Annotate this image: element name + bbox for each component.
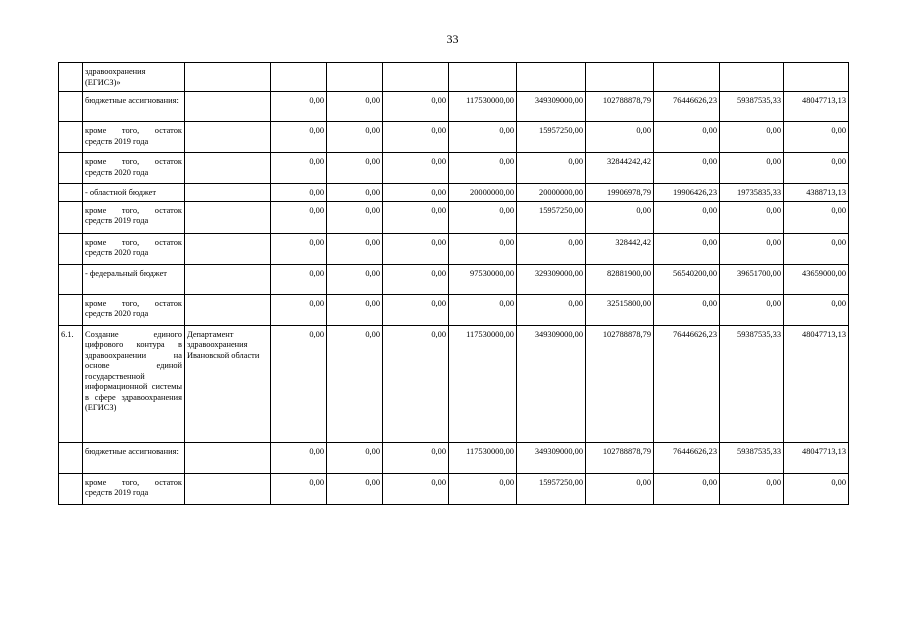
value-cell: 0,00 [586, 122, 654, 153]
table-row [59, 294, 849, 325]
value-cell: 0,00 [449, 201, 517, 233]
value-cell: 56540200,00 [654, 264, 720, 294]
budget-table [58, 62, 849, 505]
value-cell: 59387535,33 [720, 92, 784, 122]
value-cell: 0,00 [271, 325, 327, 442]
value-cell: 15957250,00 [517, 122, 586, 153]
table-row [59, 153, 849, 184]
value-cell: 0,00 [327, 442, 383, 473]
value-cell: 0,00 [327, 153, 383, 184]
row-index [59, 264, 83, 294]
value-cell: 15957250,00 [517, 201, 586, 233]
value-cell: 0,00 [517, 294, 586, 325]
value-cell: 0,00 [784, 201, 849, 233]
value-cell: 0,00 [449, 153, 517, 184]
value-cell [586, 63, 654, 92]
value-cell: 0,00 [784, 473, 849, 504]
value-cell: 97530000,00 [449, 264, 517, 294]
value-cell: 0,00 [327, 325, 383, 442]
value-cell: 0,00 [784, 153, 849, 184]
value-cell: 19906426,23 [654, 184, 720, 202]
row-index [59, 233, 83, 264]
value-cell: 20000000,00 [517, 184, 586, 202]
value-cell: 349309000,00 [517, 442, 586, 473]
value-cell: 15957250,00 [517, 473, 586, 504]
value-cell: 0,00 [271, 184, 327, 202]
row-description: - областной бюджет [83, 184, 185, 202]
row-index [59, 294, 83, 325]
row-index: 6.1. [59, 325, 83, 442]
row-description: кроме того, остаток средств 2019 года [83, 201, 185, 233]
table-row [59, 92, 849, 122]
value-cell: 20000000,00 [449, 184, 517, 202]
row-description: бюджетные ассигнования: [83, 92, 185, 122]
value-cell: 0,00 [517, 153, 586, 184]
value-cell: 117530000,00 [449, 92, 517, 122]
value-cell: 19735835,33 [720, 184, 784, 202]
value-cell: 0,00 [271, 92, 327, 122]
row-executor [185, 63, 271, 92]
row-description: кроме того, остаток средств 2019 года [83, 122, 185, 153]
value-cell: 32515800,00 [586, 294, 654, 325]
value-cell: 0,00 [383, 442, 449, 473]
value-cell: 329309000,00 [517, 264, 586, 294]
row-description: кроме того, остаток средств 2019 года [83, 473, 185, 504]
table-row [59, 184, 849, 202]
value-cell: 0,00 [271, 473, 327, 504]
table-row [59, 264, 849, 294]
value-cell [449, 63, 517, 92]
value-cell: 0,00 [586, 473, 654, 504]
value-cell: 0,00 [449, 233, 517, 264]
row-executor [185, 233, 271, 264]
table-row [59, 473, 849, 504]
value-cell: 0,00 [271, 201, 327, 233]
row-executor [185, 92, 271, 122]
value-cell: 48047713,13 [784, 92, 849, 122]
value-cell: 0,00 [383, 184, 449, 202]
value-cell: 48047713,13 [784, 442, 849, 473]
value-cell: 0,00 [271, 294, 327, 325]
value-cell: 0,00 [517, 233, 586, 264]
value-cell: 0,00 [327, 184, 383, 202]
value-cell [271, 63, 327, 92]
row-index [59, 153, 83, 184]
value-cell: 0,00 [784, 122, 849, 153]
value-cell: 59387535,33 [720, 442, 784, 473]
table-row [59, 122, 849, 153]
value-cell: 0,00 [383, 201, 449, 233]
value-cell [784, 63, 849, 92]
page-number: 33 [446, 32, 459, 46]
value-cell: 349309000,00 [517, 92, 586, 122]
value-cell: 0,00 [654, 153, 720, 184]
table-row [59, 233, 849, 264]
value-cell: 102788878,79 [586, 92, 654, 122]
value-cell: 0,00 [720, 153, 784, 184]
row-index [59, 122, 83, 153]
value-cell: 0,00 [383, 473, 449, 504]
value-cell: 328442,42 [586, 233, 654, 264]
value-cell [327, 63, 383, 92]
value-cell: 0,00 [720, 294, 784, 325]
table-row [59, 63, 849, 92]
value-cell: 32844242,42 [586, 153, 654, 184]
value-cell [383, 63, 449, 92]
value-cell: 0,00 [327, 122, 383, 153]
row-description: кроме того, остаток средств 2020 года [83, 294, 185, 325]
value-cell: 0,00 [720, 201, 784, 233]
value-cell: 102788878,79 [586, 325, 654, 442]
value-cell: 0,00 [654, 473, 720, 504]
value-cell: 0,00 [383, 264, 449, 294]
value-cell: 0,00 [449, 473, 517, 504]
value-cell [517, 63, 586, 92]
row-description: кроме того, остаток средств 2020 года [83, 153, 185, 184]
row-index [59, 201, 83, 233]
row-executor [185, 122, 271, 153]
value-cell: 0,00 [449, 294, 517, 325]
value-cell: 0,00 [271, 264, 327, 294]
value-cell: 0,00 [720, 122, 784, 153]
value-cell: 4388713,13 [784, 184, 849, 202]
value-cell: 43659000,00 [784, 264, 849, 294]
row-description: Создание единого цифрового контура в здравоохранении на основе единой государственной информационной системы в сфере здравоохранения (ЕГИСЗ) [83, 325, 185, 442]
value-cell: 0,00 [654, 122, 720, 153]
value-cell: 0,00 [654, 233, 720, 264]
value-cell: 76446626,23 [654, 325, 720, 442]
value-cell: 117530000,00 [449, 325, 517, 442]
value-cell: 0,00 [327, 201, 383, 233]
value-cell: 0,00 [327, 294, 383, 325]
value-cell: 0,00 [784, 294, 849, 325]
value-cell: 0,00 [271, 122, 327, 153]
row-executor [185, 442, 271, 473]
value-cell: 0,00 [654, 201, 720, 233]
value-cell: 0,00 [327, 264, 383, 294]
row-index [59, 63, 83, 92]
value-cell: 76446626,23 [654, 442, 720, 473]
value-cell: 0,00 [784, 233, 849, 264]
row-index [59, 92, 83, 122]
table-row [59, 442, 849, 473]
value-cell [720, 63, 784, 92]
value-cell: 0,00 [327, 92, 383, 122]
value-cell: 0,00 [720, 473, 784, 504]
table-row [59, 325, 849, 442]
value-cell: 59387535,33 [720, 325, 784, 442]
value-cell: 48047713,13 [784, 325, 849, 442]
value-cell: 82881900,00 [586, 264, 654, 294]
row-description: здравоохранения (ЕГИСЗ)» [83, 63, 185, 92]
row-description: кроме того, остаток средств 2020 года [83, 233, 185, 264]
value-cell: 0,00 [327, 233, 383, 264]
row-executor [185, 473, 271, 504]
row-executor: Департамент здравоохранения Ивановской области [185, 325, 271, 442]
row-executor [185, 184, 271, 202]
value-cell: 102788878,79 [586, 442, 654, 473]
value-cell: 76446626,23 [654, 92, 720, 122]
value-cell: 19906978,79 [586, 184, 654, 202]
value-cell: 0,00 [271, 153, 327, 184]
value-cell: 0,00 [720, 233, 784, 264]
row-index [59, 473, 83, 504]
value-cell: 0,00 [383, 294, 449, 325]
value-cell: 0,00 [271, 442, 327, 473]
value-cell: 0,00 [383, 325, 449, 442]
value-cell: 0,00 [383, 122, 449, 153]
row-index [59, 442, 83, 473]
value-cell: 0,00 [383, 233, 449, 264]
value-cell: 0,00 [383, 92, 449, 122]
value-cell: 39651700,00 [720, 264, 784, 294]
value-cell [654, 63, 720, 92]
value-cell: 117530000,00 [449, 442, 517, 473]
value-cell: 0,00 [327, 473, 383, 504]
row-executor [185, 201, 271, 233]
row-executor [185, 153, 271, 184]
row-executor [185, 294, 271, 325]
row-description: - федеральный бюджет [83, 264, 185, 294]
value-cell: 0,00 [449, 122, 517, 153]
row-executor [185, 264, 271, 294]
row-description: бюджетные ассигнования: [83, 442, 185, 473]
value-cell: 0,00 [271, 233, 327, 264]
value-cell: 0,00 [654, 294, 720, 325]
table-row [59, 201, 849, 233]
row-index [59, 184, 83, 202]
value-cell: 0,00 [383, 153, 449, 184]
value-cell: 0,00 [586, 201, 654, 233]
value-cell: 349309000,00 [517, 325, 586, 442]
